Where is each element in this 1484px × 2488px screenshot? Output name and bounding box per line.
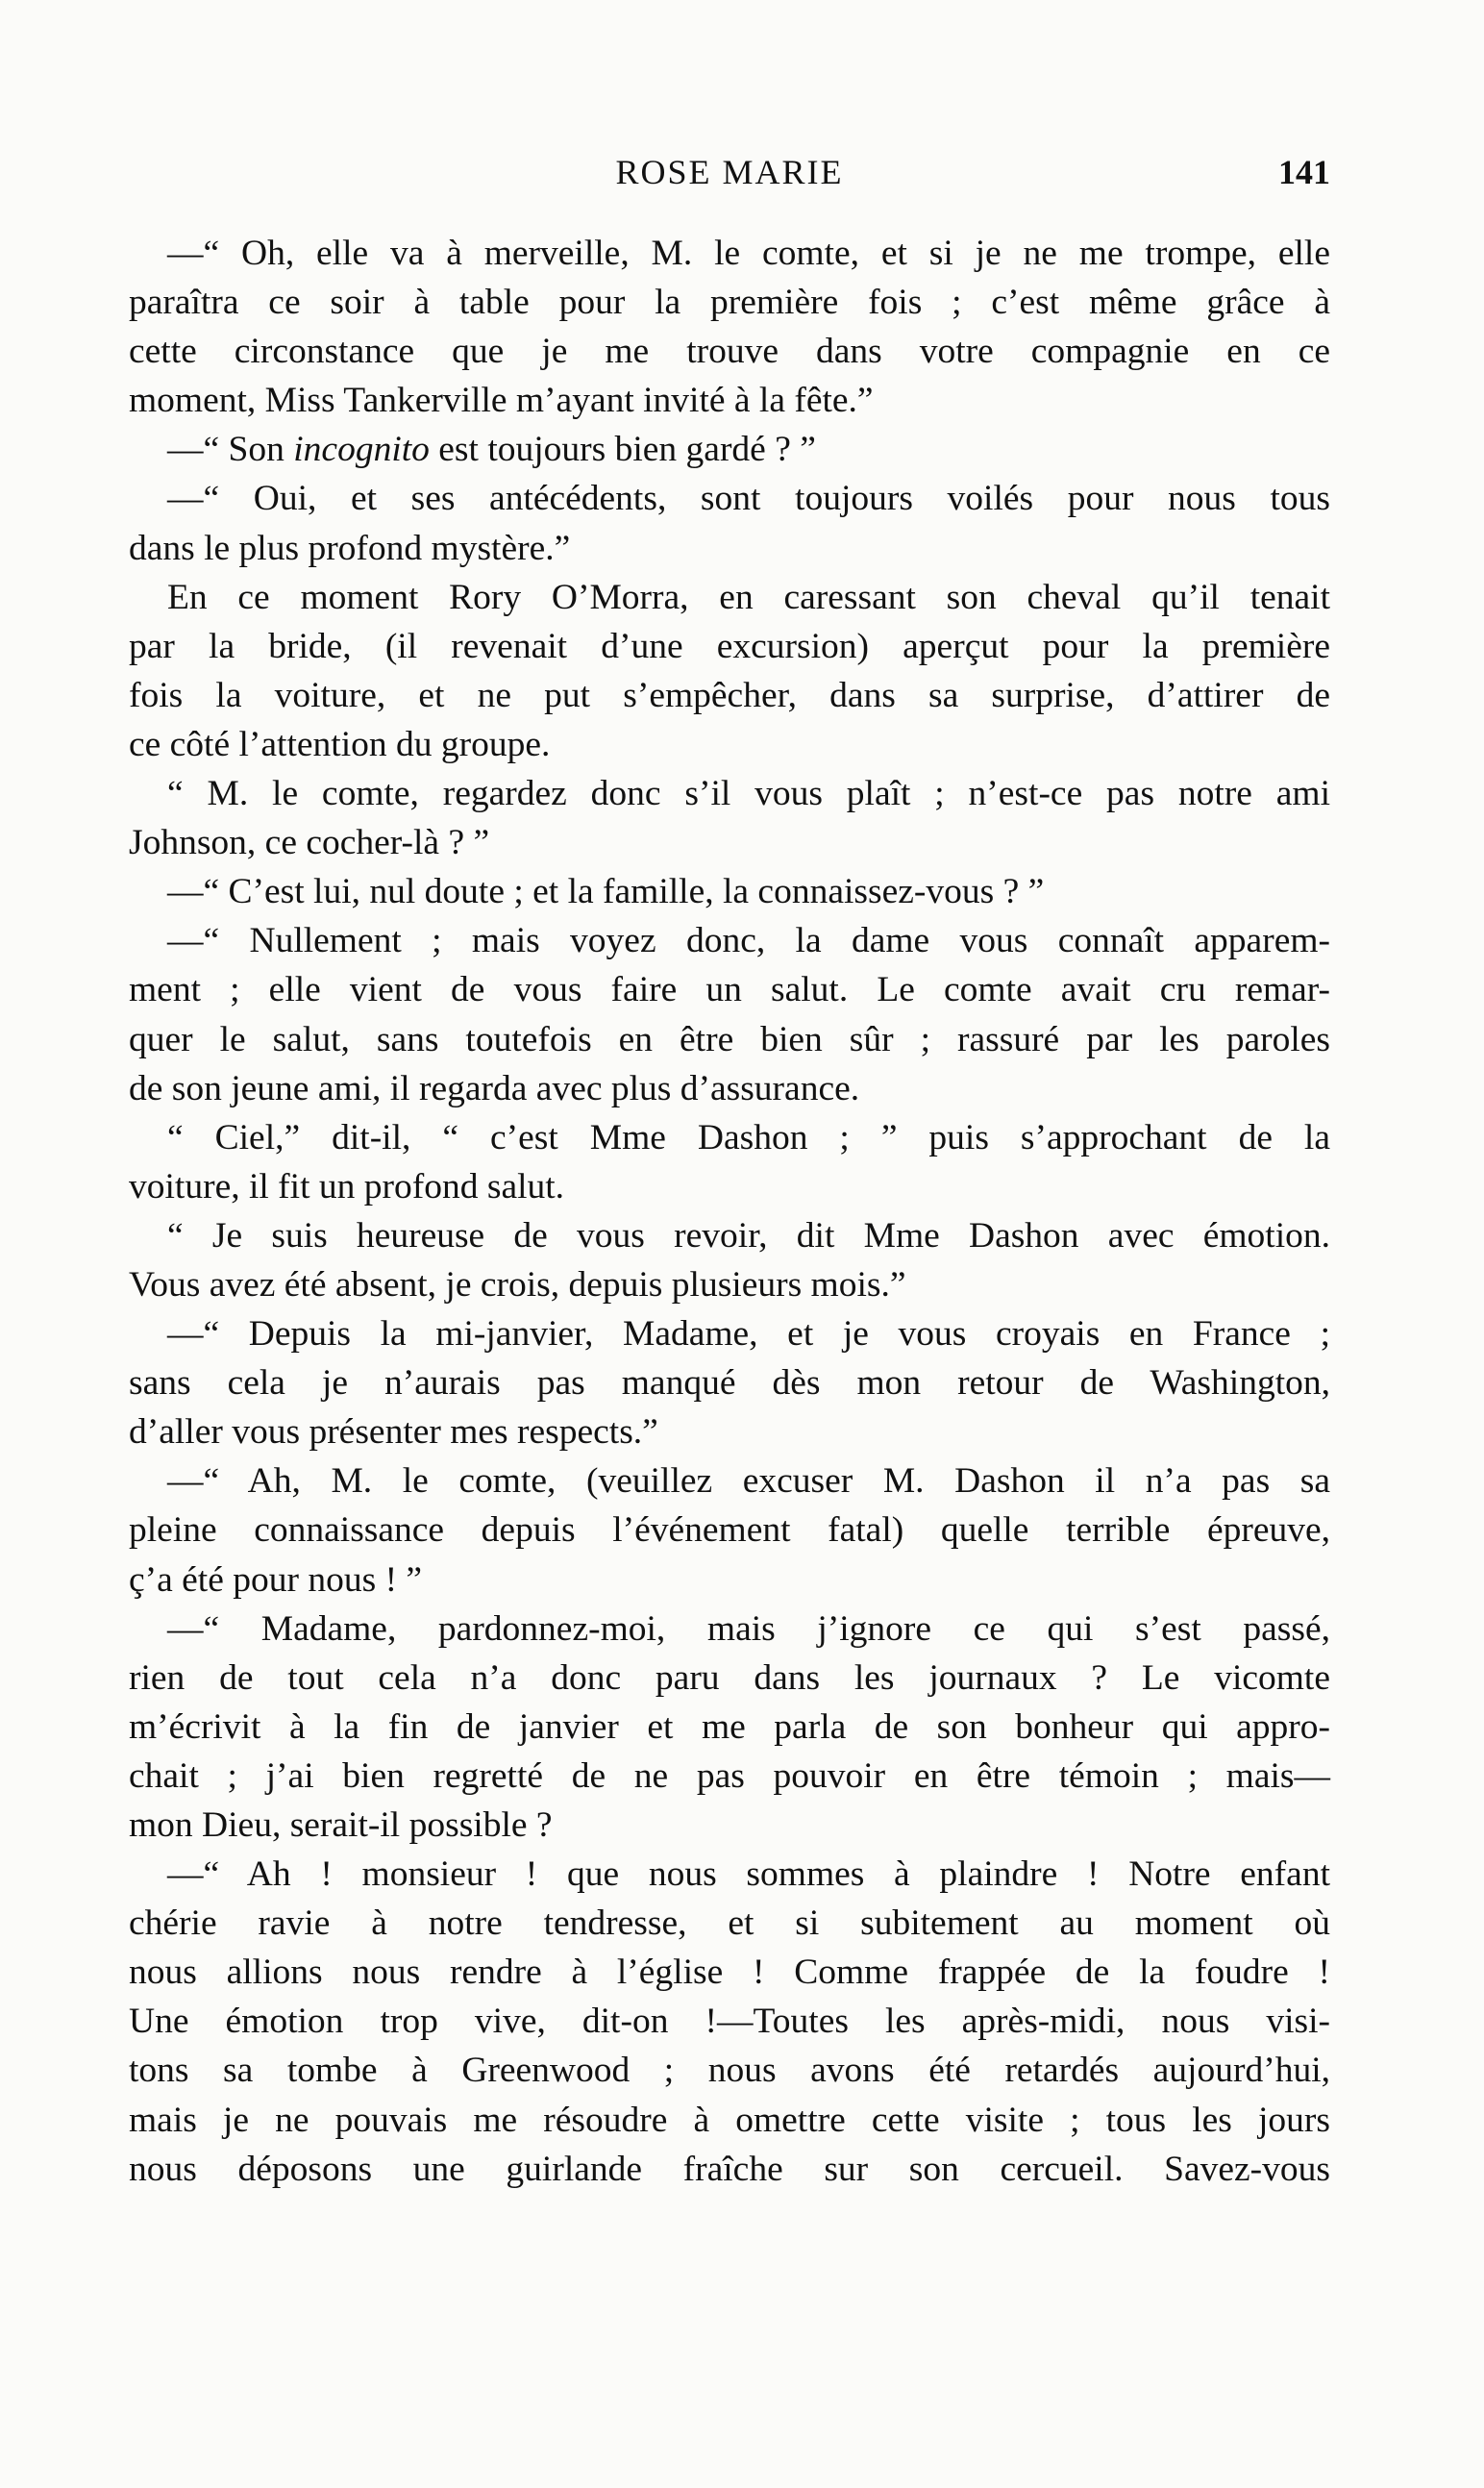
- text-line: mon Dieu, serait-il possible ?: [129, 1805, 553, 1845]
- text-line: —“ Oh, elle va à merveille, M. le comte, et si je ne me trompe, elle: [167, 234, 1330, 273]
- text-line: “ Ciel,” dit-il, “ c’est Mme Dashon ; ” puis s’approchant de la: [167, 1117, 1330, 1157]
- text-line: —“ Oui, et ses antécédents, sont toujours voilés pour nous tous: [167, 479, 1330, 519]
- text-line: pleine connaissance depuis l’événement fatal) quelle terrible épreuve,: [129, 1510, 1330, 1551]
- text-line: m’écrivit à la fin de janvier et me parla de son bonheur qui appro-: [129, 1706, 1330, 1747]
- text-line: d’aller vous présenter mes respects.”: [129, 1412, 658, 1453]
- text-line: tons sa tombe à Greenwood ; nous avons été retardés aujourd’hui,: [129, 2051, 1330, 2091]
- text-line: sans cela je n’aurais pas manqué dès mon retour de Washington,: [129, 1363, 1330, 1404]
- italic-word: incognito: [293, 430, 430, 470]
- text-line: —“ Madame, pardonnez-moi, mais j’ignore ce qui s’est passé,: [167, 1608, 1330, 1649]
- text-line: Johnson, ce cocher-là ? ”: [129, 823, 490, 863]
- text-line: nous allions nous rendre à l’église ! Comme frappée de la foudre !: [129, 1953, 1330, 1993]
- text-line: —“ Ah ! monsieur ! que nous sommes à plaindre ! Notre enfant: [167, 1854, 1330, 1895]
- text-line: mais je ne pouvais me résoudre à omettre cette visite ; tous les jours: [129, 2100, 1330, 2140]
- text-line: “ M. le comte, regardez donc s’il vous plaît ; n’est-ce pas notre ami: [167, 774, 1330, 814]
- text-line: cette circonstance que je me trouve dans votre compagnie en ce: [129, 332, 1330, 372]
- text-line: par la bride, (il revenait d’une excursion) aperçut pour la première: [129, 626, 1330, 666]
- running-title: ROSE MARIE: [615, 153, 844, 191]
- page-number: 141: [1278, 153, 1330, 191]
- text-line: —“ Son incognito est toujours bien gardé ? ”: [167, 430, 816, 470]
- running-head: [129, 144, 1330, 202]
- text-line: chérie ravie à notre tendresse, et si subitement au moment où: [129, 1903, 1330, 1944]
- text-line: Vous avez été absent, je crois, depuis plusieurs mois.”: [129, 1264, 906, 1305]
- text-line: rien de tout cela n’a donc paru dans les journaux ? Le vicomte: [129, 1657, 1330, 1698]
- text-line: nous déposons une guirlande fraîche sur son cercueil. Savez-vous: [129, 2149, 1330, 2189]
- text-line: voiture, il fit un profond salut.: [129, 1166, 565, 1207]
- text-line: fois la voiture, et ne put s’empêcher, dans sa surprise, d’attirer de: [129, 675, 1330, 715]
- text-line: dans le plus profond mystère.”: [129, 528, 571, 568]
- text-line: En ce moment Rory O’Morra, en caressant son cheval qu’il tenait: [167, 577, 1330, 617]
- text-line: quer le salut, sans toutefois en être bien sûr ; rassuré par les paroles: [129, 1019, 1330, 1059]
- text-line: Une émotion trop vive, dit-on !—Toutes les après-midi, nous visi-: [129, 2002, 1330, 2042]
- text-line: —“ C’est lui, nul doute ; et la famille, la connaissez-vous ? ”: [167, 872, 1045, 912]
- text-line: chait ; j’ai bien regretté de ne pas pouvoir en être témoin ; mais—: [129, 1755, 1330, 1796]
- text-line: moment, Miss Tankerville m’ayant invité à la fête.”: [129, 381, 874, 421]
- text-line: —“ Depuis la mi-janvier, Madame, et je vous croyais en France ;: [167, 1314, 1330, 1355]
- body-text: [129, 229, 1330, 2194]
- text-line: de son jeune ami, il regarda avec plus d’assurance.: [129, 1068, 860, 1108]
- text-line: ç’a été pour nous ! ”: [129, 1559, 423, 1600]
- text-line: —“ Nullement ; mais voyez donc, la dame vous connaît apparem-: [167, 921, 1330, 961]
- text-line: —“ Ah, M. le comte, (veuillez excuser M. Dashon il n’a pas sa: [167, 1461, 1330, 1502]
- text-line: paraîtra ce soir à table pour la première fois ; c’est même grâce à: [129, 283, 1330, 323]
- text-line: “ Je suis heureuse de vous revoir, dit Mme Dashon avec émotion.: [167, 1215, 1330, 1256]
- text-line: ment ; elle vient de vous faire un salut. Le comte avait cru remar-: [129, 970, 1330, 1010]
- text-line: ce côté l’attention du groupe.: [129, 724, 551, 764]
